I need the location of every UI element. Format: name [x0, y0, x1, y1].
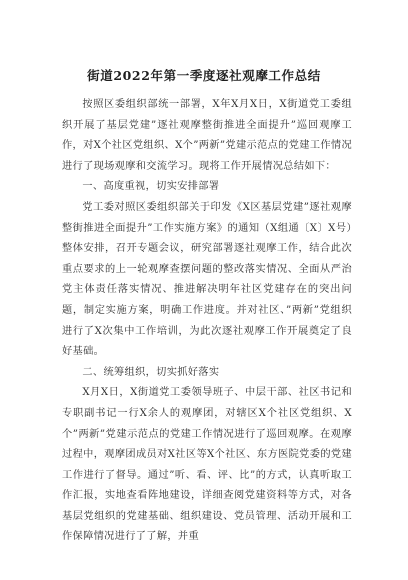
- document-body: [62, 95, 352, 548]
- intro-paragraph: 按照区委组织部统一部署，X年X月X日，X街道党工委组织开展了基层党建”逐社观摩整街推进全面提升”巡回观摩工作，对X个社区党组织、X个”两新”党建示范点的党建工作情况进行了现场观摩和交流学习。现将工作开展情况总结如下：: [62, 99, 352, 172]
- section-heading-2: 二、统筹组织，切实抓好落实: [82, 366, 220, 378]
- section-2-paragraph: X月X日，X街道党工委领导班子、中层干部、社区书记和专职副书记一行X余人的观摩团，对辖区X个社区党组织、X个”两新”党建示范点的党建工作情况进行了巡回观摩。在观摩过程中，观摩团成员对X社区等X个社区、东方医院党委的党建工作进行了督导。通过”听、看、评、比”的方式，认真听取工作汇报，实地查看阵地建设，详细查阅党建资料等方式，对各基层党组织的党建基础、组织建设、党员管理、活动开展和工作保障情况进行了了解，并重: [62, 387, 352, 543]
- section-1-paragraph: 党工委对照区委组织部关于印发《X区基层党建”逐社观摩整街推进全面提升”工作实施方案》的通知（X组通〔X〕X号）整体安排，召开专题会议，研究部署逐社观摩工作，结合此次重点要求的上一轮观摩查摆问题的整改落实情况、全面从严治党主体责任落实情况、推进解决明年社区党建存在的突出问题，制定实施方案，明确工作进度。并对社区、”两新”党组织进行了X次集中工作培训，为此次逐社观摩工作开展奠定了良好基础。: [62, 201, 352, 358]
- document-title: 街道2022年第一季度逐社观摩工作总结: [87, 68, 321, 83]
- section-heading-1: 一、高度重视，切实安排部署: [82, 181, 220, 193]
